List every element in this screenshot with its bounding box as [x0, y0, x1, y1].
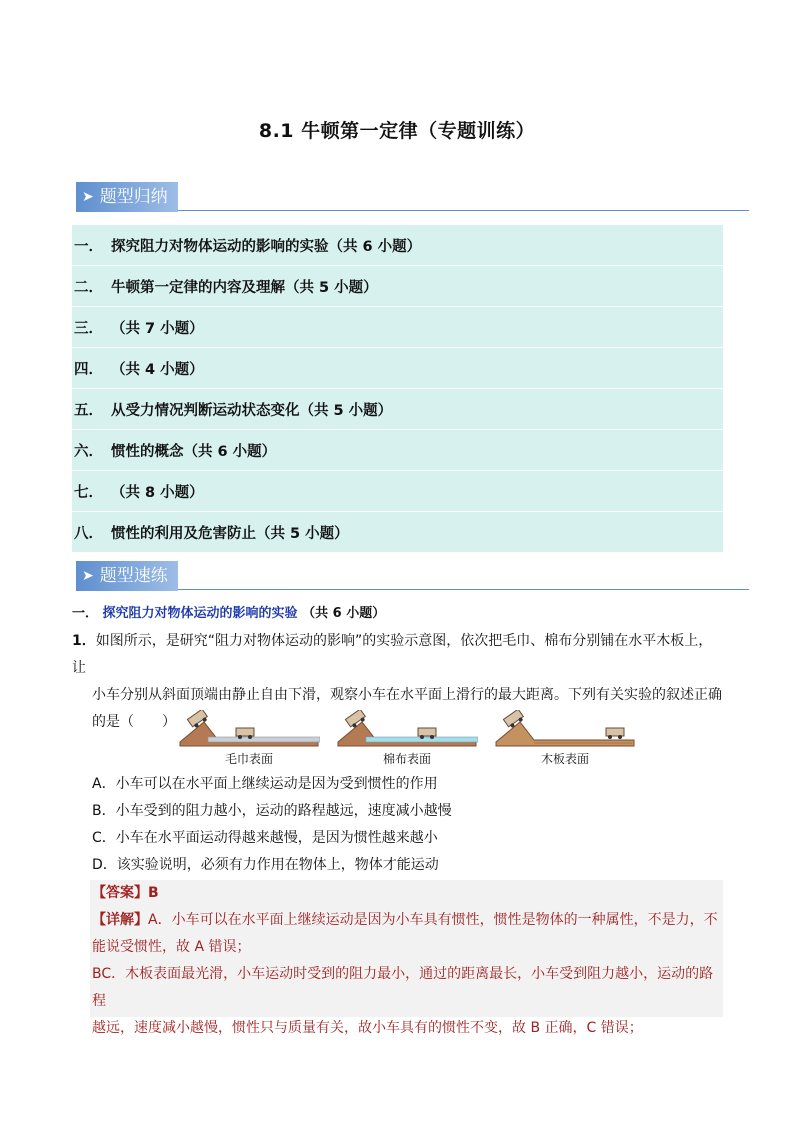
section-header-practice	[76, 561, 749, 593]
option-b: B．小车受到的阻力越小，运动的路程越远，速度减小越慢	[92, 803, 452, 819]
figure-panel-cotton	[336, 710, 478, 768]
topic-item	[72, 266, 723, 307]
topic-list	[72, 225, 723, 556]
detail-text: 能说受惯性，故 A 错误；	[92, 939, 251, 955]
option-c: C．小车在水平面运动得越来越慢，是因为惯性越来越小	[92, 830, 438, 846]
subsection-topic: 探究阻力对物体运动的影响的实验	[102, 606, 298, 621]
answer-label: 【答案】B	[92, 885, 159, 901]
topic-item	[72, 430, 723, 471]
arrow-right-icon: ➤	[82, 189, 94, 205]
topic-text: （共 8 小题）	[111, 484, 204, 501]
topic-number: 四．	[74, 361, 103, 378]
question-line: 小车分别从斜面顶端由静止自由下滑，观察小车在水平面上滑行的最大距离。下列有关实验的叙述正确	[92, 687, 722, 703]
towel-surface-illustration	[178, 710, 320, 750]
topic-number: 一．	[74, 238, 103, 255]
question-number: 1．	[72, 633, 96, 649]
section-tab	[76, 182, 178, 212]
topic-number: 七．	[74, 484, 103, 501]
detail-text: 越远，速度减小越慢，惯性只与质量有关，故小车具有的惯性不变，故 B 正确，C 错误；	[92, 1020, 643, 1036]
answer-panel	[90, 880, 723, 1036]
topic-text: 惯性的概念（共 6 小题）	[111, 443, 277, 460]
figure-panel-towel	[178, 710, 320, 768]
detail-text: A．小车可以在水平面上继续运动是因为小车具有惯性，惯性是物体的一种属性，不是力，不	[148, 912, 718, 928]
subsection-count: （共 6 小题）	[302, 606, 386, 621]
wood-surface-illustration	[494, 710, 636, 750]
question-line: 如图所示，是研究“阻力对物体运动的影响”的实验示意图，依次把毛巾、棉布分别铺在水平木板上，让	[72, 633, 713, 676]
detail-label: 【详解】	[92, 912, 148, 928]
topic-text: 从受力情况判断运动状态变化（共 5 小题）	[111, 402, 393, 419]
topic-item	[72, 348, 723, 389]
topic-number: 六．	[74, 443, 103, 460]
option-d: D．该实验说明，必须有力作用在物体上，物体才能运动	[92, 857, 439, 873]
section-label: 题型归纳	[99, 187, 168, 207]
figure-label: 木板表面	[540, 752, 589, 766]
experiment-figure	[178, 710, 638, 768]
topic-item	[72, 512, 723, 553]
section-tab	[76, 561, 178, 591]
topic-number: 八．	[74, 525, 103, 542]
subsection-number: 一．	[72, 606, 99, 621]
topic-text: 惯性的利用及危害防止（共 5 小题）	[111, 525, 349, 542]
topic-text: （共 4 小题）	[111, 361, 204, 378]
topic-text: （共 7 小题）	[111, 320, 204, 337]
topic-item	[72, 471, 723, 512]
topic-text: 探究阻力对物体运动的影响的实验（共 6 小题）	[111, 238, 422, 255]
topic-item	[72, 307, 723, 348]
detail-text: BC．木板表面最光滑，小车运动时受到的阻力最小，通过的距离最长，小车受到阻力越小，运动的路程	[92, 966, 714, 1009]
figure-label: 棉布表面	[382, 752, 431, 766]
topic-number: 二．	[74, 279, 103, 296]
arrow-right-icon: ➤	[82, 568, 94, 584]
figure-panel-wood	[494, 710, 636, 768]
section-header-summary	[76, 182, 749, 214]
option-a: A．小车可以在水平面上继续运动是因为受到惯性的作用	[92, 776, 438, 792]
topic-number: 三．	[74, 320, 103, 337]
section-label: 题型速练	[99, 566, 168, 586]
question-line: 的是（ ）	[92, 714, 176, 730]
topic-text: 牛顿第一定律的内容及理解（共 5 小题）	[111, 279, 378, 296]
figure-label: 毛巾表面	[224, 752, 273, 766]
page-title: 8.1 牛顿第一定律（专题训练）	[258, 120, 536, 142]
topic-item	[72, 225, 723, 266]
topic-item	[72, 389, 723, 430]
topic-number: 五．	[74, 402, 103, 419]
subsection-heading	[72, 602, 385, 621]
cotton-surface-illustration	[336, 710, 478, 750]
